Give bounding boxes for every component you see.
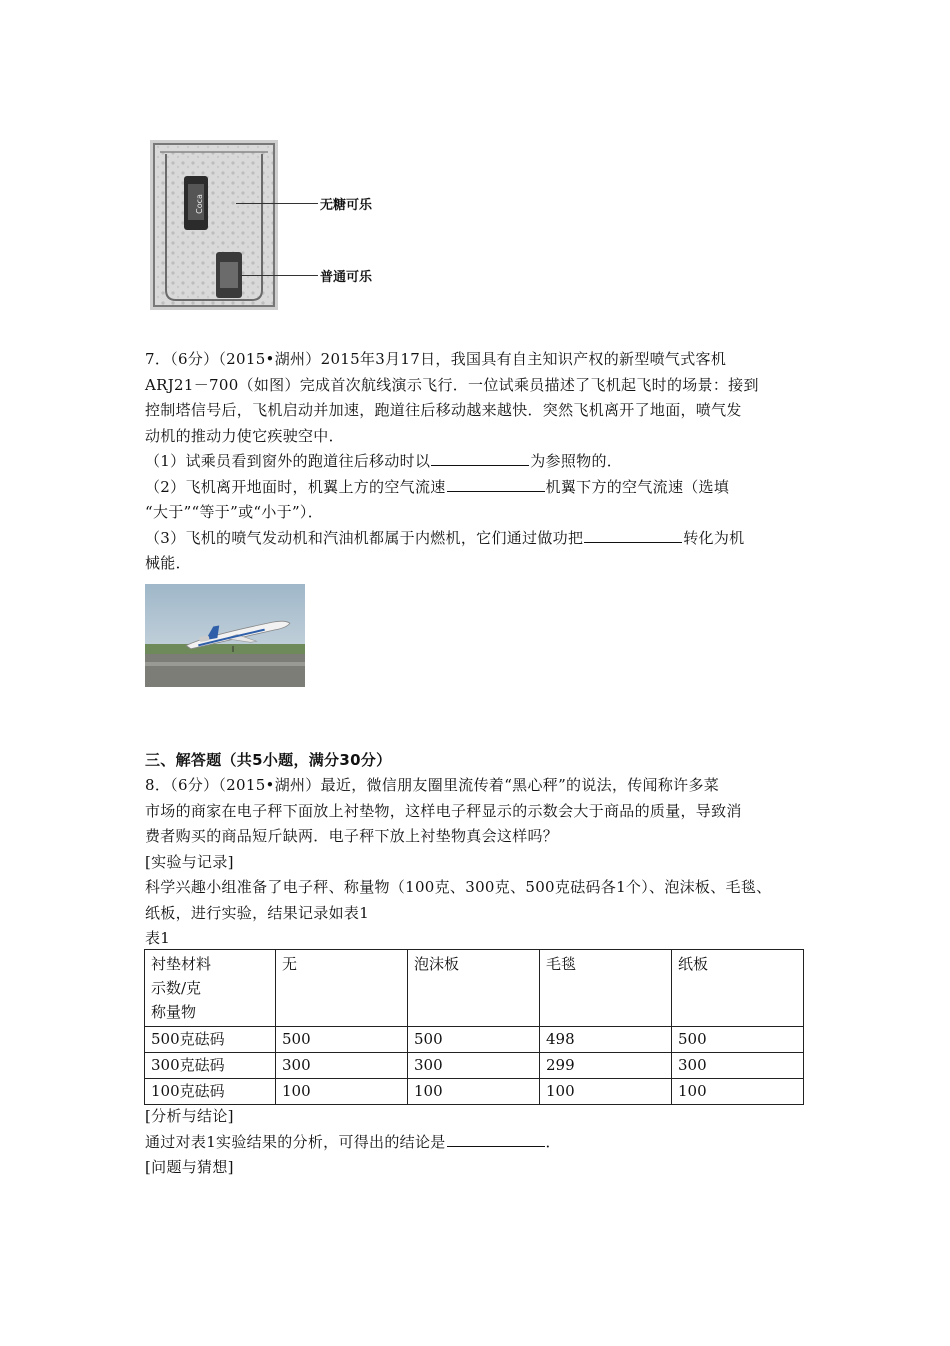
corner-label-reading: 示数/克 xyxy=(151,979,202,997)
q8-question-heading: [问题与猜想] xyxy=(145,1158,234,1176)
row-label: 500克砝码 xyxy=(145,1027,276,1053)
table-corner-cell xyxy=(145,950,276,1027)
q7-sub-2 xyxy=(145,475,845,501)
airplane-photo xyxy=(145,584,305,687)
q7-sub-1 xyxy=(145,449,845,475)
q7-sub-1-text: （1）试乘员看到窗外的跑道往后移动时以 xyxy=(145,452,431,470)
q8-line-1: 8．（6分）（2015•湖州）最近，微信朋友圈里流传着“黑心秤”的说法，传闻称许多菜 xyxy=(145,776,720,794)
label-leader-line-top xyxy=(236,203,318,204)
question-7 xyxy=(145,347,845,577)
column-header: 毛毯 xyxy=(540,950,672,1027)
q7-sub-3 xyxy=(145,526,845,552)
q8-analysis xyxy=(145,1104,845,1181)
table-cell: 498 xyxy=(540,1027,672,1053)
table-cell: 100 xyxy=(672,1079,804,1105)
answer-blank[interactable] xyxy=(584,528,682,543)
answer-blank[interactable] xyxy=(447,477,545,492)
q7-sub-2-cont: “大于”“等于”或“小于”）． xyxy=(145,503,324,521)
table-cell: 100 xyxy=(540,1079,672,1105)
table-row xyxy=(145,1027,804,1053)
table-caption: 表1 xyxy=(145,929,171,947)
q7-line-1: 7．（6分）（2015•湖州）2015年3月17日，我国具有自主知识产权的新型喷气式客机 xyxy=(145,350,727,368)
q7-sub-2-tail: 机翼下方的空气流速（选填 xyxy=(545,477,730,496)
label-sugar-free-cola: 无糖可乐 xyxy=(320,198,373,213)
q8-analysis-line xyxy=(145,1130,845,1156)
table-cell: 500 xyxy=(276,1027,408,1053)
q7-line-2: ARJ21－700（如图）完成首次航线演示飞行．一位试乘员描述了飞机起飞时的场景：接到 xyxy=(145,375,759,394)
q8-line-3: 费者购买的商品短斤缺两．电子秤下放上衬垫物真会这样吗？ xyxy=(145,827,559,845)
table-header-row xyxy=(145,950,804,1027)
q7-sub-2-text: （2）飞机离开地面时，机翼上方的空气流速 xyxy=(145,477,446,496)
table-cell: 300 xyxy=(672,1053,804,1079)
table-row xyxy=(145,1053,804,1079)
column-header: 无 xyxy=(276,950,408,1027)
table-cell: 299 xyxy=(540,1053,672,1079)
table-cell: 300 xyxy=(276,1053,408,1079)
section-heading: 三、解答题（共5小题，满分30分） xyxy=(145,751,392,769)
question-8 xyxy=(145,773,845,952)
q7-sub-3-cont: 械能． xyxy=(145,554,191,572)
corner-label-object: 称量物 xyxy=(151,1003,197,1021)
column-header: 泡沫板 xyxy=(408,950,540,1027)
table-cell: 300 xyxy=(408,1053,540,1079)
table-cell: 100 xyxy=(408,1079,540,1105)
q8-analysis-text: 通过对表1实验结果的分析，可得出的结论是 xyxy=(145,1132,446,1151)
q7-line-3: 控制塔信号后，飞机启动并加速，跑道往后移动越来越快．突然飞机离开了地面，喷气发 xyxy=(145,401,742,419)
q8-line-2: 市场的商家在电子秤下面放上衬垫物，这样电子秤显示的示数会大于商品的质量，导致消 xyxy=(145,801,742,820)
q8-exp-line-2: 纸板，进行实验，结果记录如表1 xyxy=(145,903,370,922)
q8-analysis-heading: [分析与结论] xyxy=(145,1107,234,1125)
results-table xyxy=(144,949,804,1105)
row-label: 300克砝码 xyxy=(145,1053,276,1079)
answer-blank[interactable] xyxy=(431,451,529,466)
q7-line-4: 动机的推动力使它疾驶空中． xyxy=(145,426,344,445)
q7-sub-3-tail: 转化为机 xyxy=(683,528,745,547)
row-label: 100克砝码 xyxy=(145,1079,276,1105)
label-regular-cola: 普通可乐 xyxy=(320,270,373,285)
column-header: 纸板 xyxy=(672,950,804,1027)
table-cell: 500 xyxy=(672,1027,804,1053)
table-row xyxy=(145,1079,804,1105)
q7-sub-3-text: （3）飞机的喷气发动机和汽油机都属于内燃机，它们通过做功把 xyxy=(145,528,584,547)
q7-sub-1-tail: 为参照物的． xyxy=(530,452,623,470)
q8-analysis-tail: ． xyxy=(545,1132,561,1151)
q8-exp-line-1: 科学兴趣小组准备了电子秤、称量物（100克、300克、500克砝码各1个）、泡沫板、毛毯、 xyxy=(145,878,772,896)
svg-text:Coca: Coca xyxy=(195,194,204,214)
corner-label-material: 衬垫材料 xyxy=(151,955,212,973)
table-cell: 500 xyxy=(408,1027,540,1053)
answer-blank[interactable] xyxy=(447,1132,545,1147)
q8-exp-heading: [实验与记录] xyxy=(145,852,234,871)
table-cell: 100 xyxy=(276,1079,408,1105)
label-leader-line-bottom xyxy=(240,275,318,276)
cola-beaker-figure xyxy=(150,140,278,310)
